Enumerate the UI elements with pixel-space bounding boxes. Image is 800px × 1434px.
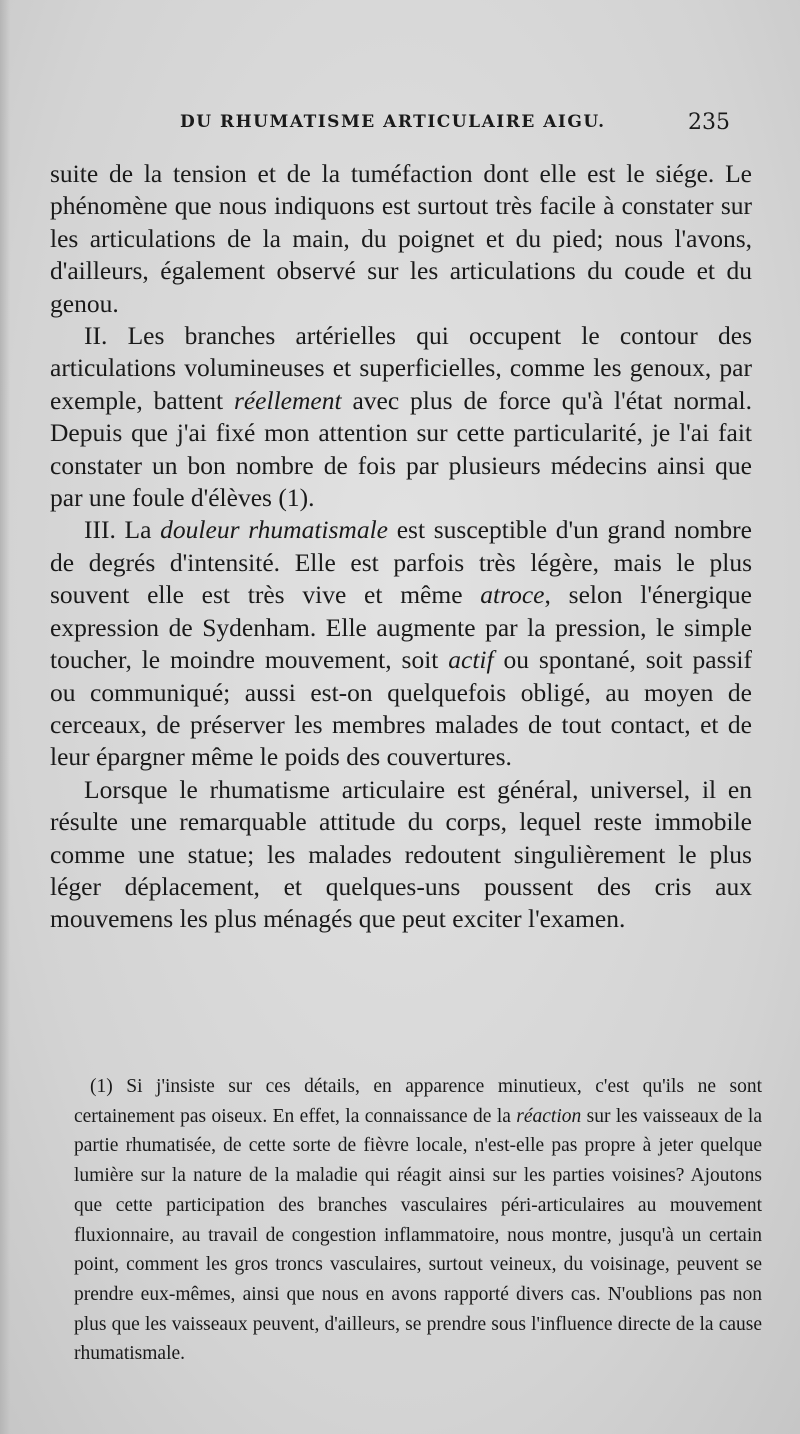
- main-text: [50, 158, 752, 936]
- emphasis-text: douleur rhumatismale: [160, 515, 388, 545]
- text-run: ou spontané, soit passif ou communiqué; aussi est-on quelquefois obligé, au moyen de cerceaux, de préserver les membres malades de tout contact, et de leur épargner même le poids des couvertures.: [50, 645, 753, 772]
- page-number: 235: [688, 110, 730, 135]
- footnote: [74, 1072, 762, 1369]
- text-run: est susceptible d'un grand nombre de degrés d'intensité. Elle est parfois très légère, mais le plus souvent elle est très vive et même: [50, 515, 752, 610]
- emphasis-text: réellement: [233, 385, 342, 415]
- paragraph-section-iii: [50, 514, 752, 773]
- emphasis-text: actif: [448, 645, 494, 675]
- text-run: avec plus de force qu'à l'état normal. Depuis que j'ai fixé mon attention sur cette particularité, je l'ai fait constater un bon nombre de fois par plusieurs médecins ainsi que par une foule d'élèves (1).: [50, 385, 752, 513]
- emphasis-text: atroce: [480, 580, 545, 610]
- emphasis-text: réaction: [516, 1105, 582, 1127]
- text-run: , selon l'énergique expression de Sydenham. Elle augmente par la pression, le simple toucher, le moindre mouvement, soit: [50, 580, 752, 675]
- page-gutter-shadow: [0, 0, 10, 1434]
- paragraph-general-rheumatism: Lorsque le rhumatisme articulaire est général, universel, il en résulte une remarquable attitude du corps, lequel reste immobile comme une statue; les malades redoutent singulièrement le plus léger déplacement, et quelques-uns poussent des cris aux mouvemens les plus ménagés que peut exciter l'examen.: [50, 774, 752, 934]
- text-run: sur les vaisseaux de la partie rhumatisée, de cette sorte de fièvre locale, n'est-elle pas propre à jeter quelque lumière sur la nature de la maladie qui réagit ainsi sur les parties voisines? Ajoutons que cette participation des branches vasculaires péri-articulaires au mouvement fluxionnaire, au travail de congestion inflammatoire, nous montre, jusqu'à un certain point, comment les gros troncs vasculaires, surtout veineux, du voisinage, peuvent se prendre eux-mêmes, ainsi que nous en avons rapporté divers cas. N'oublions pas non plus que les vaisseaux peuvent, d'ailleurs, se prendre sous l'influence directe de la cause rhumatismale.: [74, 1105, 762, 1365]
- paragraph-section-ii: [50, 320, 752, 514]
- page-header: [180, 110, 730, 140]
- paragraph-continuation: suite de la tension et de la tuméfaction dont elle est le siége. Le phénomène que nous indiquons est surtout très facile à constater sur les articulations de la main, du poignet et du pied; nous l'avons, d'ailleurs, également observé sur les articulations du coude et du genou.: [50, 159, 752, 318]
- text-run: (1) Si j'insiste sur ces détails, en apparence minutieux, c'est qu'ils ne sont certainement pas oiseux. En effet, la connaissance de la: [74, 1076, 762, 1127]
- running-title: DU RHUMATISME ARTICULAIRE AIGU.: [180, 112, 606, 132]
- footnote-text: [74, 1072, 762, 1369]
- text-run: II. Les branches artérielles qui occupent le contour des articulations volumineuses et superficielles, comme les genoux, par exemple, battent: [50, 321, 752, 415]
- text-run: III. La: [84, 515, 161, 545]
